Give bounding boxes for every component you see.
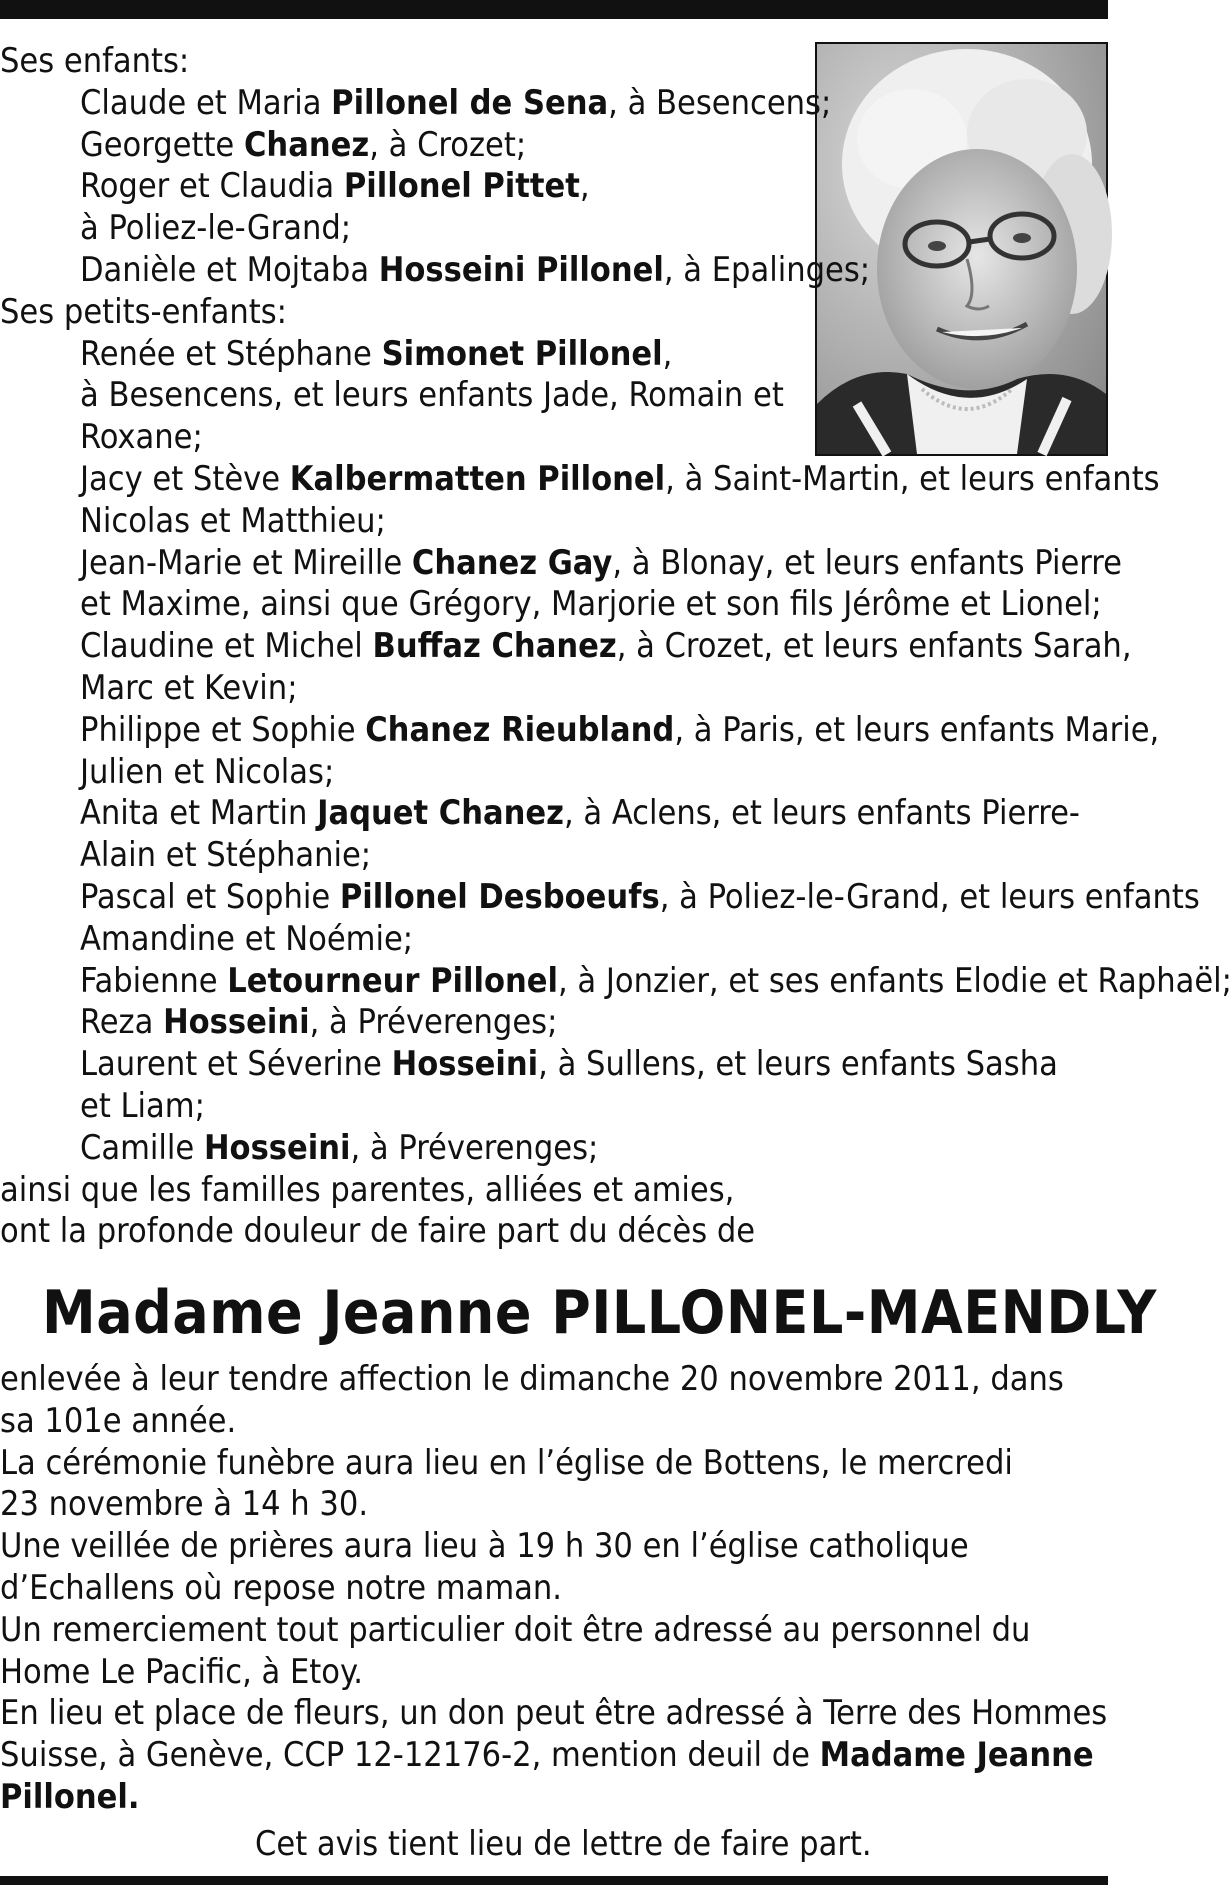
line-text: Fabienne [80,961,228,1001]
line-text: enlevée à leur tendre affection le dimanche 20 novembre 2011, dans [0,1359,1064,1399]
line-text: Pascal et Sophie [80,877,340,917]
line-text: à Poliez-le-Grand; [80,208,352,248]
grandchild-entry [80,333,672,375]
line-text: Reza [80,1002,164,1042]
line-text: Marc et Kevin; [80,668,298,708]
detail-line [0,1609,1030,1651]
grandchild-entry [80,542,1122,584]
line-text: , à Aclens, et leurs enfants Pierre- [563,793,1080,833]
grandchild-entry [80,625,1132,667]
line-text: Un remerciement tout particulier doit être adressé au personnel du [0,1610,1031,1650]
line-text: Philippe et Sophie [80,710,366,750]
line-text: , à Saint-Martin, et leurs enfants [665,459,1160,499]
line-text: Anita et Martin [80,793,318,833]
line-text: Danièle et Mojtaba [80,250,379,290]
detail-line [0,1567,562,1609]
line-text: , à Crozet, et leurs enfants Sarah, [616,626,1132,666]
family-name: Letourneur Pillonel [227,961,558,1001]
line-text: Amandine et Noémie; [80,919,414,959]
line-text: Nicolas et Matthieu; [80,501,386,541]
grandchild-entry [80,918,413,960]
family-name: Simonet Pillonel [381,334,663,374]
grandchild-entry [80,667,298,709]
detail-line [0,1358,1064,1400]
children-heading: Ses enfants: [0,41,190,81]
line-text: Claude et Maria [80,83,332,123]
detail-line [0,1734,1094,1776]
intro-line: ont la profonde douleur de faire part du décès de [0,1211,756,1251]
line-text: à Besencens, et leurs enfants Jade, Romain et [80,375,784,415]
line-text: Une veillée de prières aura lieu à 19 h 30 en l’église catholique [0,1526,969,1566]
line-text: , à Jonzier, et ses enfants Elodie et Raphaël; [557,961,1232,1001]
line-text: , à Sullens, et leurs enfants Sasha [538,1044,1058,1084]
child-entry [80,165,590,207]
line-text: Renée et Stéphane [80,334,382,374]
line-text: Roxane; [80,417,203,457]
grandchild-entry [80,374,784,416]
child-entry [80,207,351,249]
bottom-rule [0,1876,1108,1885]
family-name: Pillonel de Sena [331,83,609,123]
detail-line [0,1400,236,1442]
family-name: Madame Jeanne [819,1735,1094,1775]
deceased-name: Madame Jeanne PILLONEL-MAENDLY [42,1278,1157,1348]
grandchild-entry [80,458,1160,500]
line-text: , à Epalinges; [663,250,871,290]
line-text: , à Blonay, et leurs enfants Pierre [612,543,1122,583]
grandchild-entry [80,500,386,542]
line-text: , à Besencens; [608,83,832,123]
line-text: , à Préverenges; [309,1002,558,1042]
line-text: , à Crozet; [369,125,527,165]
line-text: 23 novembre à 14 h 30. [0,1484,369,1524]
line-text: Alain et Stéphanie; [80,835,372,875]
family-name: Pillonel Pittet [343,166,580,206]
family-name: Pillonel Desboeufs [339,877,660,917]
line-text: , [662,334,673,374]
line-text: sa 101e année. [0,1401,237,1441]
line-text: Jacy et Stève [80,459,290,499]
line-text: Georgette [80,125,244,165]
line-text: Jean-Marie et Mireille [80,543,412,583]
grandchild-entry [80,876,1200,918]
family-name: Hosseini Pillonel [378,250,664,290]
line-text: Camille [80,1128,204,1168]
line-text: Julien et Nicolas; [80,752,335,792]
line-text: d’Echallens où repose notre maman. [0,1568,562,1608]
detail-line [0,1483,368,1525]
grandchild-entry [80,416,203,458]
family-name: Pillonel. [0,1777,140,1817]
family-name: Hosseini [203,1128,351,1168]
line-text: En lieu et place de fleurs, un don peut être adressé à Terre des Hommes [0,1693,1108,1733]
line-text: et Maxime, ainsi que Grégory, Marjorie et son fils Jérôme et Lionel; [80,584,1102,624]
line-text: Home Le Pacific, à Etoy. [0,1652,363,1692]
top-rule [0,0,1108,19]
line-text: Claudine et Michel [80,626,373,666]
line-text: Suisse, à Genève, CCP 12-12176-2, mention deuil de [0,1735,820,1775]
family-name: Jaquet Chanez [317,793,564,833]
family-name: Hosseini [391,1044,539,1084]
grandchild-entry [80,792,1080,834]
family-name: Chanez Rieubland [365,710,675,750]
detail-line [0,1442,1013,1484]
line-text: , à Préverenges; [350,1128,599,1168]
grandchild-entry [80,1043,1058,1085]
grandchild-entry [80,1085,205,1127]
grandchild-entry [80,1127,598,1169]
line-text: Laurent et Séverine [80,1044,392,1084]
intro-line: ainsi que les familles parentes, alliées et amies, [0,1170,735,1210]
closing-note: Cet avis tient lieu de lettre de faire part. [255,1824,872,1864]
grandchild-entry [80,834,371,876]
detail-line [0,1692,1107,1734]
grandchild-entry [80,960,1232,1002]
child-entry [80,82,831,124]
family-name: Chanez Gay [411,543,613,583]
grandchild-entry [80,751,334,793]
grandchild-entry [80,583,1102,625]
grandchildren-heading: Ses petits-enfants: [0,292,287,332]
line-text: Roger et Claudia [80,166,344,206]
family-name: Hosseini [163,1002,310,1042]
line-text: , à Paris, et leurs enfants Marie, [674,710,1160,750]
grandchild-entry [80,709,1159,751]
detail-line [0,1776,140,1818]
detail-line [0,1651,363,1693]
line-text: , à Poliez-le-Grand, et leurs enfants [659,877,1200,917]
family-name: Chanez [243,125,370,165]
child-entry [80,124,526,166]
child-entry [80,249,870,291]
grandchild-entry [80,1001,557,1043]
family-name: Kalbermatten Pillonel [289,459,666,499]
line-text: et Liam; [80,1086,205,1126]
line-text: , [579,166,590,206]
family-name: Buffaz Chanez [372,626,617,666]
line-text: La cérémonie funèbre aura lieu en l’église de Bottens, le mercredi [0,1443,1013,1483]
detail-line [0,1525,969,1567]
